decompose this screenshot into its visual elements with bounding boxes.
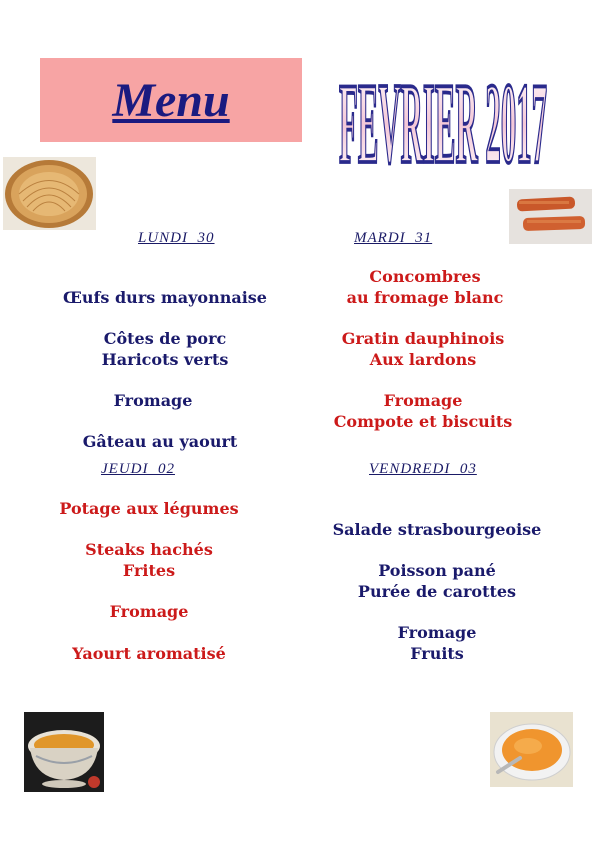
dish-mardi-main-2: Aux lardons <box>369 350 477 369</box>
month-wordart <box>338 65 550 183</box>
dish-lundi-dessert: Gâteau au yaourt <box>82 432 238 451</box>
dish-jeudi-starter: Potage aux légumes <box>59 499 239 518</box>
dish-mardi-dessert: Compote et biscuits <box>333 412 513 431</box>
month-heading <box>338 65 550 183</box>
day-heading-vendredi: VENDREDI 03 <box>369 461 477 477</box>
dish-vendredi-side: Purée de carottes <box>357 582 517 601</box>
dish-mardi-starter-2: au fromage blanc <box>346 288 504 307</box>
soup-tureen-photo <box>24 712 104 792</box>
title-banner <box>40 58 302 142</box>
dish-lundi-starter: Œufs durs mayonnaise <box>63 288 267 307</box>
dish-jeudi-cheese: Fromage <box>109 602 189 621</box>
dish-vendredi-main: Poisson pané <box>378 561 496 580</box>
dish-jeudi-side: Frites <box>122 561 176 580</box>
dish-lundi-main: Côtes de porc <box>103 329 227 348</box>
carrot-puree-photo <box>490 712 573 787</box>
dish-vendredi-cheese: Fromage <box>397 623 477 642</box>
month-text: FEVRIER 2017 <box>339 65 548 183</box>
dish-jeudi-main: Steaks hachés <box>85 540 213 559</box>
dish-mardi-main-1: Gratin dauphinois <box>341 329 505 348</box>
dish-vendredi-dessert: Fruits <box>410 644 464 663</box>
day-heading-jeudi: JEUDI 02 <box>101 461 175 477</box>
dish-jeudi-dessert: Yaourt aromatisé <box>72 644 226 663</box>
day-heading-mardi: MARDI 31 <box>354 230 433 246</box>
apple-tart-photo <box>3 157 96 230</box>
dish-lundi-side: Haricots verts <box>101 350 229 369</box>
dish-vendredi-starter: Salade strasbourgeoise <box>332 520 542 539</box>
fish-sticks-photo <box>509 189 592 244</box>
day-heading-lundi: LUNDI 30 <box>138 230 215 246</box>
page-title: Menu <box>112 73 230 127</box>
dish-mardi-starter-1: Concombres <box>369 267 481 286</box>
dish-lundi-cheese: Fromage <box>113 391 193 410</box>
dish-mardi-cheese: Fromage <box>383 391 463 410</box>
